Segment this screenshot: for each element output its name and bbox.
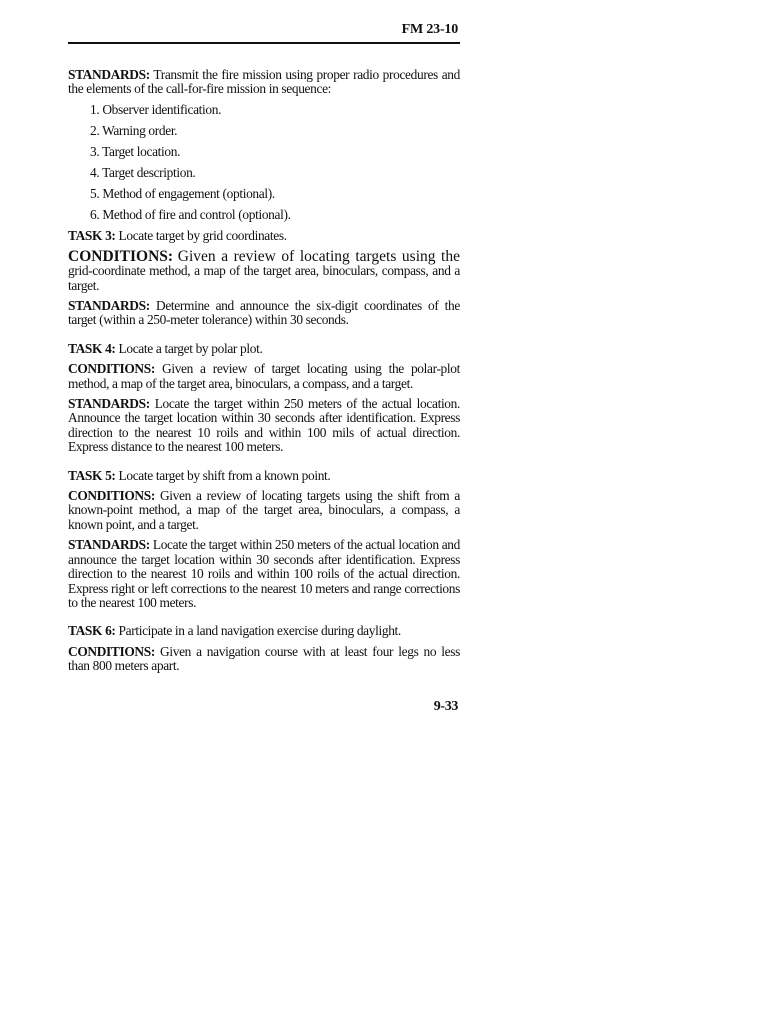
- list-item: 5. Method of engagement (optional).: [90, 186, 275, 202]
- call-for-fire-elements-list: [90, 103, 460, 223]
- list-item: 4. Target description.: [90, 165, 196, 181]
- task-4-heading: [68, 342, 460, 356]
- list-item: 6. Method of fire and control (optional).: [90, 207, 291, 223]
- list-item: 1. Observer identification.: [90, 101, 222, 117]
- standards-text: Locate the target within 250 meters of the actual location. Announce the target location within 30 seconds after identification. Express direction to the nearest 10 roils and within 100 mils of actual direction. Express distance to the nearest 100 meters.: [68, 396, 461, 455]
- conditions-text: Given a review of target locating using the polar-plot method, a map of the target area, binoculars, a compass, and a target.: [68, 361, 460, 391]
- task-3-standards: [68, 299, 460, 328]
- conditions-text: Given a navigation course with at least four legs no less than 800 meters apart.: [68, 643, 460, 674]
- conditions-label: CONDITIONS:: [68, 488, 155, 504]
- standards-text: Transmit the fire mission using proper radio procedures and the elements of the call-for-fire mission in sequence:: [68, 67, 460, 97]
- list-item: 2. Warning order.: [90, 122, 178, 138]
- page-number: 9-33: [433, 698, 458, 714]
- task-3-heading: [68, 229, 460, 243]
- document-page: [68, 18, 460, 714]
- page-header: [68, 18, 460, 44]
- task-4-conditions: [68, 362, 460, 391]
- standards-text: Locate the target within 250 meters of the actual location and announce the target location within 30 seconds after identification. Express direction to the nearest 10 roils and within 100 roils of the actual direction. Express right or left corrections to the nearest 10 meters and range corrections to the nearest 100 meters.: [68, 537, 460, 610]
- conditions-label: CONDITIONS:: [68, 643, 155, 659]
- task-label: TASK 6:: [68, 623, 116, 639]
- task-text: Participate in a land navigation exercise during daylight.: [118, 623, 401, 639]
- task-label: TASK 4:: [68, 340, 116, 356]
- task-text: Locate target by shift from a known point.: [118, 467, 331, 483]
- task-label: TASK 5:: [68, 467, 116, 483]
- page-content: [68, 68, 460, 714]
- task-text: Locate target by grid coordinates.: [118, 228, 287, 244]
- conditions-label: CONDITIONS:: [68, 361, 155, 377]
- task-4-standards: [68, 397, 460, 455]
- conditions-text: Given a review of locating targets using the shift from a known-point method, a map of the target area, binoculars, a compass, a known point, and a target.: [68, 488, 460, 532]
- task-5-standards: [68, 538, 460, 610]
- conditions-text-large: Given a review of locating targets using the: [177, 247, 460, 265]
- task-text: Locate a target by polar plot.: [118, 340, 263, 356]
- task-6-conditions: [68, 645, 460, 674]
- standards-text: Determine and announce the six-digit coordinates of the target (within a 250-meter tolerance) within 30 seconds.: [68, 298, 460, 328]
- document-id: FM 23-10: [401, 22, 458, 37]
- list-item: 3. Target location.: [90, 144, 181, 159]
- task-6-heading: [68, 624, 460, 638]
- conditions-text: grid-coordinate method, a map of the target area, binoculars, compass, and a target.: [68, 263, 460, 293]
- task-5-conditions: [68, 489, 460, 532]
- standards-label: STANDARDS:: [68, 537, 150, 553]
- standards-label: STANDARDS:: [68, 298, 150, 313]
- task-label: TASK 3:: [68, 228, 116, 244]
- standards-label: STANDARDS:: [68, 67, 150, 82]
- task-3-conditions: [68, 247, 460, 293]
- conditions-label: CONDITIONS:: [68, 247, 174, 265]
- standards-label: STANDARDS:: [68, 396, 150, 412]
- standards-paragraph: [68, 68, 460, 97]
- task-5-heading: [68, 469, 460, 483]
